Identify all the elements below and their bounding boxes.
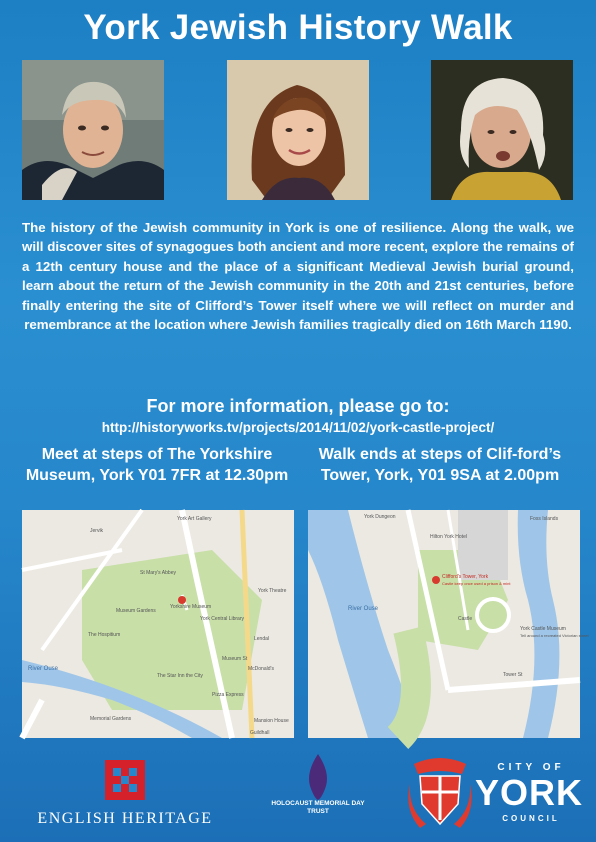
map-label: River Ouse — [348, 606, 379, 612]
speaker-photo-2 — [227, 60, 369, 200]
map-label: York Central Library — [200, 616, 245, 622]
speaker-photo-3 — [431, 60, 573, 200]
map-label: The Star Inn the City — [157, 673, 203, 679]
york-logo-bottom: COUNCIL — [502, 814, 560, 823]
map-label: St Mary's Abbey — [140, 570, 176, 576]
man-portrait-image — [22, 60, 164, 200]
map-label: Castle — [458, 616, 473, 622]
map-label: Lendal — [254, 636, 270, 642]
map-label: Yorkshire Museum — [170, 604, 212, 610]
map-label: York Dungeon — [364, 514, 396, 520]
map-label: York Theatre — [258, 588, 287, 594]
older-man-portrait-image — [431, 60, 573, 200]
map-label: York Castle Museum — [520, 626, 566, 632]
map-label: The Hospitium — [88, 632, 121, 638]
intro-paragraph: The history of the Jewish community in York is one of resilience. Along the walk, we will discover sites of synagogues both ancient and more recent, explore the remains of a 12th century house and the place of a significant Medieval Jewish burial ground, learn about the return of the Jewish community in the 20th and 21st centuries, before finally entering the site of Clifford’s Tower itself where we will reflect on murder and remembrance at the location where Jewish families tragically died on 16th March 1190. — [22, 220, 574, 333]
map-right-svg — [308, 510, 589, 738]
map-label: Pizza Express — [212, 692, 244, 698]
map-label: Museum Gardens — [116, 608, 156, 614]
map-label: Guildhall — [250, 730, 270, 736]
map-label: Mansion House — [254, 718, 289, 724]
map-left-svg — [22, 510, 294, 738]
york-logo-main: YORK — [474, 772, 583, 813]
map-label: Castle keep once used a prison & mint — [442, 581, 511, 586]
meeting-point-text: Meet at steps of The Yorkshire Museum, York Y01 7FR at 12.30pm — [25, 446, 289, 484]
map-cliffords-tower[interactable] — [308, 510, 589, 738]
map-label: Memorial Gardens — [90, 716, 132, 722]
english-heritage-logo-text: ENGLISH HERITAGE — [37, 810, 213, 827]
woman-portrait-image — [227, 60, 369, 200]
map-label: McDonald's — [248, 666, 274, 672]
info-url-link[interactable]: http://historyworks.tv/projects/2014/11/02/york-castle-project/ — [101, 420, 495, 435]
map-label: River Ouse — [28, 666, 59, 672]
walk-end-text: Walk ends at steps of Clif-ford’s Tower, York, Y01 9SA at 2.00pm — [318, 446, 562, 484]
page-title: York Jewish History Walk — [83, 8, 513, 47]
map-label: Clifford's Tower, York — [442, 574, 489, 580]
map-yorkshire-museum[interactable] — [22, 510, 294, 738]
map-label: Jervik — [90, 528, 104, 534]
more-info-heading: For more information, please go to: — [146, 396, 450, 416]
map-label: York Art Gallery — [177, 516, 212, 522]
map-label: Museum St — [222, 656, 248, 662]
map-label: Tell around a recreated Victorian street — [520, 633, 589, 638]
map-label: Hilton York Hotel — [430, 534, 467, 540]
map-label: Foss Islands — [530, 516, 559, 522]
speaker-photo-1 — [22, 60, 164, 200]
york-logo-top: CITY OF — [497, 762, 565, 773]
york-crest-icon — [408, 754, 472, 830]
hmd-trust-logo-text: HOLOCAUST MEMORIAL DAY TRUST — [271, 800, 365, 815]
map-label: Tower St — [503, 672, 523, 678]
